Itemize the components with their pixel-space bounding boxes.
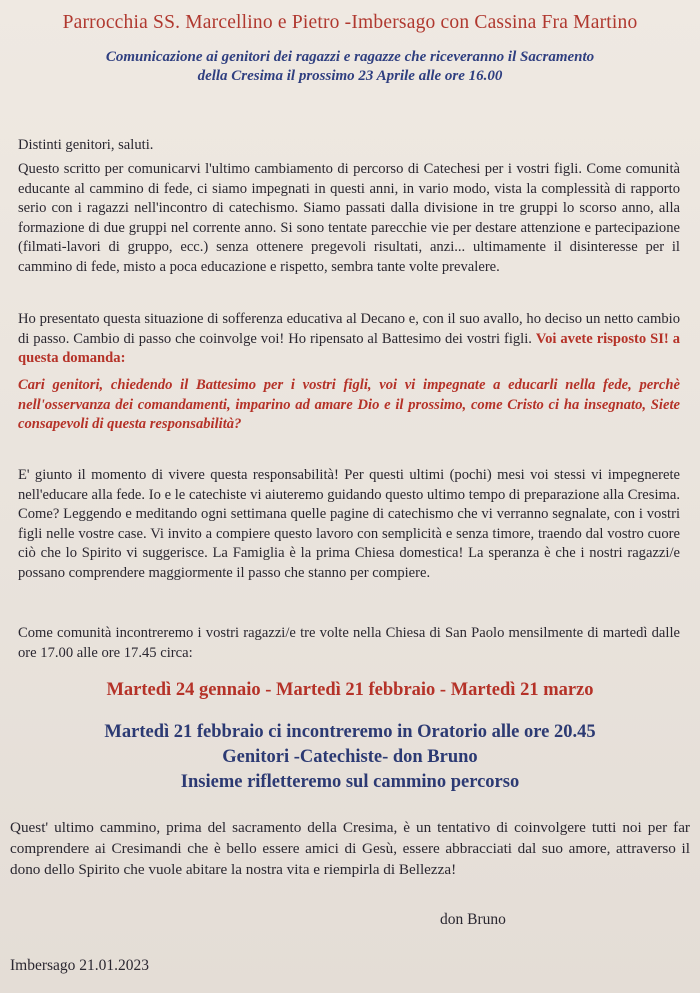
meeting-dates: Martedì 24 gennaio - Martedì 21 febbraio - Martedì 21 marzo <box>106 680 594 700</box>
paragraph-2 <box>18 310 680 369</box>
subtitle-line-2: della Cresima il prossimo 23 Aprile alle ore 16.00 <box>197 68 503 84</box>
baptism-question: Cari genitori, chiedendo il Battesimo per i vostri figli, voi vi impegnate a educarli nella fede, perchè nell'osservanza dei comandamenti, imparino ad amare Dio e il prossimo, come Cristo ci ha insegnato, Siete consapevoli di questa responsabilità? <box>18 377 680 432</box>
paragraph-3: E' giunto il momento di vivere questa responsabilità! Per questi ultimi (pochi) mesi voi stessi vi impegnerete nell'educare alla fede. Io e le catechiste vi aiuteremo guidando questo ultimo tempo di preparazione alla Cresima. Come? Leggendo e meditando ogni settimana quelle pagine di catechismo che vi verranno segnalate, con i vostri figli nelle vostre case. Vi invito a compiere questo lavoro con semplicità e senza timore, traendo dal vostro cuore ciò che lo Spirito vi suggerisce. La Famiglia è la prima Chiesa domestica! La speranza è che i nostri ragazzi/e possano comprendere maggiormente il passo che stanno per compiere. <box>18 467 680 581</box>
paragraph-1: Questo scritto per comunicarvi l'ultimo cambiamento di percorso di Catechesi per i vostri figli. Come comunità educante al cammino di fede, ci siamo impegnati in questi anni, in vario modo, vista la complessità di rapporto serio con i ragazzi nell'incontro di catechismo. Siamo passati dalla divisione in tre gruppi lo scorso anno, alla formazione di due gruppi nel corrente anno. Si sono tentate parecchie vie per destare attenzione e partecipazione (filmati-lavori di gruppo, ecc.) senza ottenere pregevoli risultati, anzi... ultimamente il disinteresse per il cammino di fede, misto a poca educazione e rispetto, sembra tante volte prevalere. <box>18 161 680 275</box>
place-date: Imbersago 21.01.2023 <box>10 957 150 974</box>
signature: don Bruno <box>440 911 506 928</box>
meeting-line-3: Insieme rifletteremo sul cammino percorso <box>180 772 520 792</box>
letter-subtitle <box>30 48 670 86</box>
meeting-line-1: Martedì 21 febbraio ci incontreremo in Oratorio alle ore 20.45 <box>104 722 596 742</box>
closing-paragraph: Quest' ultimo cammino, prima del sacramento della Cresima, è un tentativo di coinvolgere tutti noi per far comprendere ai Cresimandi che è bello essere amici di Gesù, essere abbracciati dal suo amore, attraverso il dono dello Spirito che vuole abitare la nostra vita e riempirla di Bellezza! <box>10 819 690 878</box>
meeting-line-2: Genitori -Catechiste- don Bruno <box>222 747 478 767</box>
paragraph-4: Come comunità incontreremo i vostri ragazzi/e tre volte nella Chiesa di San Paolo mensilmente di martedì dalle ore 17.00 alle ore 17.45 circa: <box>18 625 680 661</box>
parish-title: Parrocchia SS. Marcellino e Pietro -Imbersago con Cassina Fra Martino <box>62 12 638 33</box>
paragraph-2-text: Ho presentato questa situazione di sofferenza educativa al Decano e, con il suo avallo, ho deciso un netto cambio di passo. Cambio di passo che coinvolge voi! Ho ripensato al Battesimo dei vostri figli. <box>18 311 680 347</box>
paragraph-2-highlight: Voi avete risposto SI! a questa domanda: <box>18 330 680 366</box>
greeting: Distinti genitori, saluti. <box>18 137 154 153</box>
subtitle-line-1: Comunicazione ai genitori dei ragazzi e ragazze che riceveranno il Sacramento <box>105 49 595 65</box>
